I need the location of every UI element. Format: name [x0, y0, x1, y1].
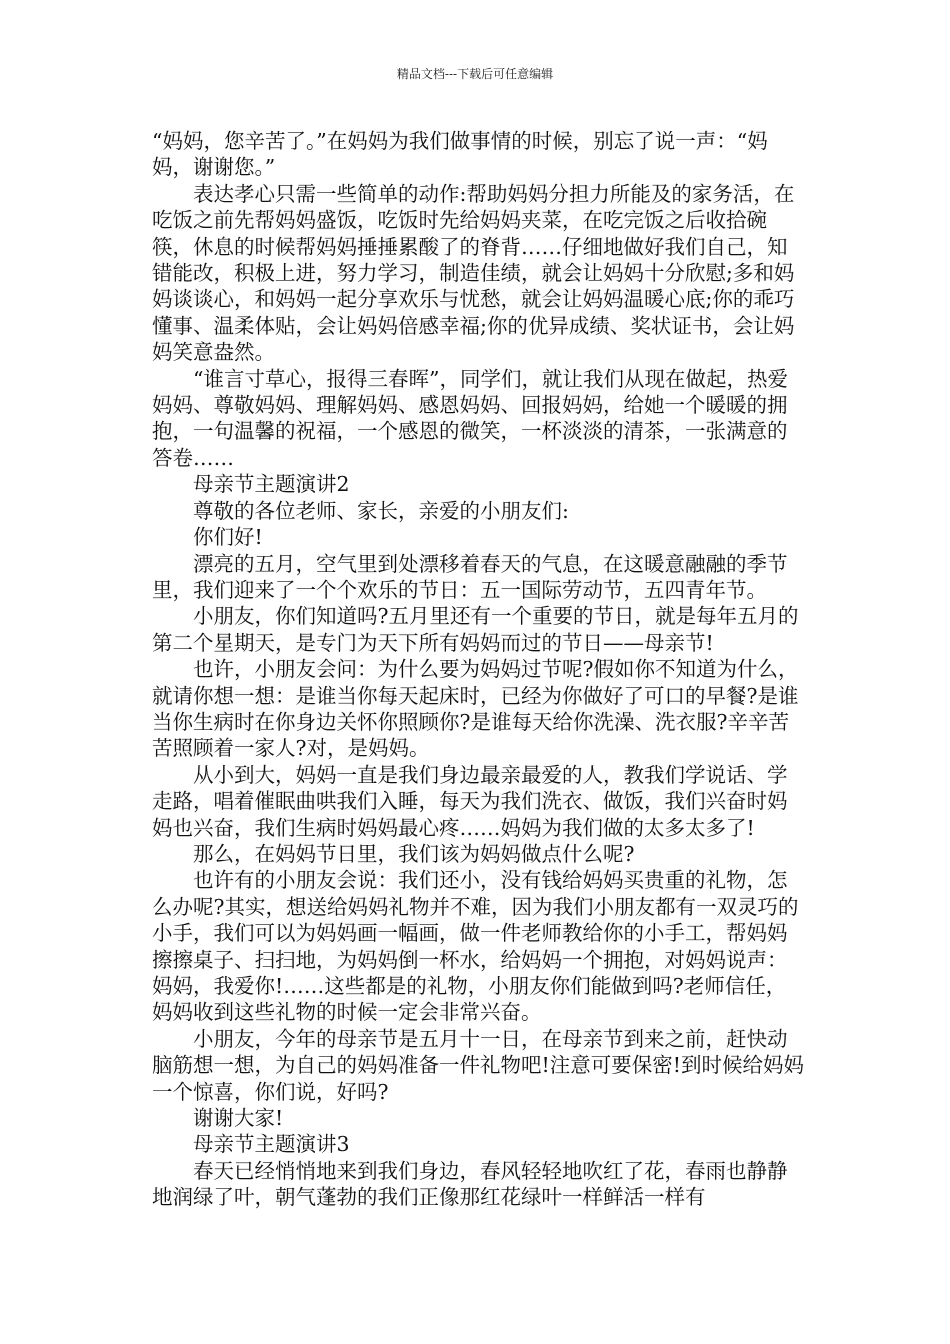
- paragraph: 漂亮的五月，空气里到处漂移着春天的气息，在这暖意融融的季节里，我们迎来了一个个欢乐的节日：五一国际劳动节，五四青年节。: [152, 551, 788, 602]
- salutation: 尊敬的各位老师、家长，亲爱的小朋友们:: [193, 498, 569, 523]
- paragraph: 那么，在妈妈节日里，我们该为妈妈做点什么呢?: [193, 841, 635, 866]
- paragraph: 从小到大，妈妈一直是我们身边最亲最爱的人，教我们学说话、学走路，唱着催眠曲哄我们入睡，每天为我们洗衣、做饭，我们兴奋时妈妈也兴奋，我们生病时妈妈最心疼……妈妈为我们做的太多太多了!: [152, 762, 788, 840]
- section-heading: 母亲节主题演讲2: [193, 472, 350, 497]
- page-header: 精品文档---下载后可任意编辑: [396, 67, 554, 81]
- paragraph: 也许，小朋友会问：为什么要为妈妈过节呢?假如你不知道为什么，就请你想一想：是谁当你每天起床时，已经为你做好了可口的早餐?是谁当你生病时在你身边关怀你照顾你?是谁每天给你洗澡、洗衣服?辛辛苦苦照顾着一家人?对，是妈妈。: [152, 657, 799, 761]
- paragraph: 春天已经悄悄地来到我们身边，春风轻轻地吹红了花，春雨也静静地润绿了叶，朝气蓬勃的我们正像那红花绿叶一样鲜活一样有: [152, 1158, 788, 1210]
- paragraph: 小朋友，今年的母亲节是五月十一日，在母亲节到来之前，赶快动脑筋想一想，为自己的妈妈准备一件礼物吧!注意可要保密!到时候给妈妈一个惊喜，你们说，好吗?: [152, 1026, 804, 1104]
- closing-line: 谢谢大家!: [193, 1106, 284, 1131]
- paragraph: 小朋友，你们知道吗?五月里还有一个重要的节日，就是每年五月的第二个星期天，是专门为天下所有妈妈而过的节日——母亲节!: [152, 604, 799, 655]
- greeting: 你们好!: [193, 525, 263, 550]
- paragraph: “谁言寸草心，报得三春晖”，同学们，就让我们从现在做起，热爱妈妈、尊敬妈妈、理解妈妈、感恩妈妈、回报妈妈，给她一个暖暖的拥抱，一句温馨的祝福，一个感恩的微笑，一杯淡淡的清茶，一张满意的答卷……: [152, 366, 788, 470]
- paragraph: “妈妈，您辛苦了。”在妈妈为我们做事情的时候，别忘了说一声：“妈妈，谢谢您。”: [152, 129, 768, 180]
- section-heading: 母亲节主题演讲3: [193, 1132, 350, 1157]
- paragraph: 也许有的小朋友会说：我们还小，没有钱给妈妈买贵重的礼物，怎么办呢?其实，想送给妈妈礼物并不难，因为我们小朋友都有一双灵巧的小手，我们可以为妈妈画一幅画，做一件老师教给你的小手工，帮妈妈擦擦桌子、扫扫地，为妈妈倒一杯水，给妈妈一个拥抱，对妈妈说声：妈妈，我爱你!……这些都是的礼物，小朋友你们能做到吗?老师信任，妈妈收到这些礼物的时候一定会非常兴奋。: [152, 868, 799, 1025]
- paragraph: 表达孝心只需一些简单的动作:帮助妈妈分担力所能及的家务活，在吃饭之前先帮妈妈盛饭，吃饭时先给妈妈夹菜，在吃完饭之后收拾碗筷，休息的时候帮妈妈捶捶累酸了的脊背……仔细地做好我们自己，知错能改，积极上进，努力学习，制造佳绩，就会让妈妈十分欣慰;多和妈妈谈谈心，和妈妈一起分享欢乐与忧愁，就会让妈妈温暖心底;你的乖巧懂事、温柔体贴，会让妈妈倍感幸福;你的优异成绩、奖状证书，会让妈妈笑意盎然。: [152, 181, 795, 365]
- document-body: [152, 128, 806, 1211]
